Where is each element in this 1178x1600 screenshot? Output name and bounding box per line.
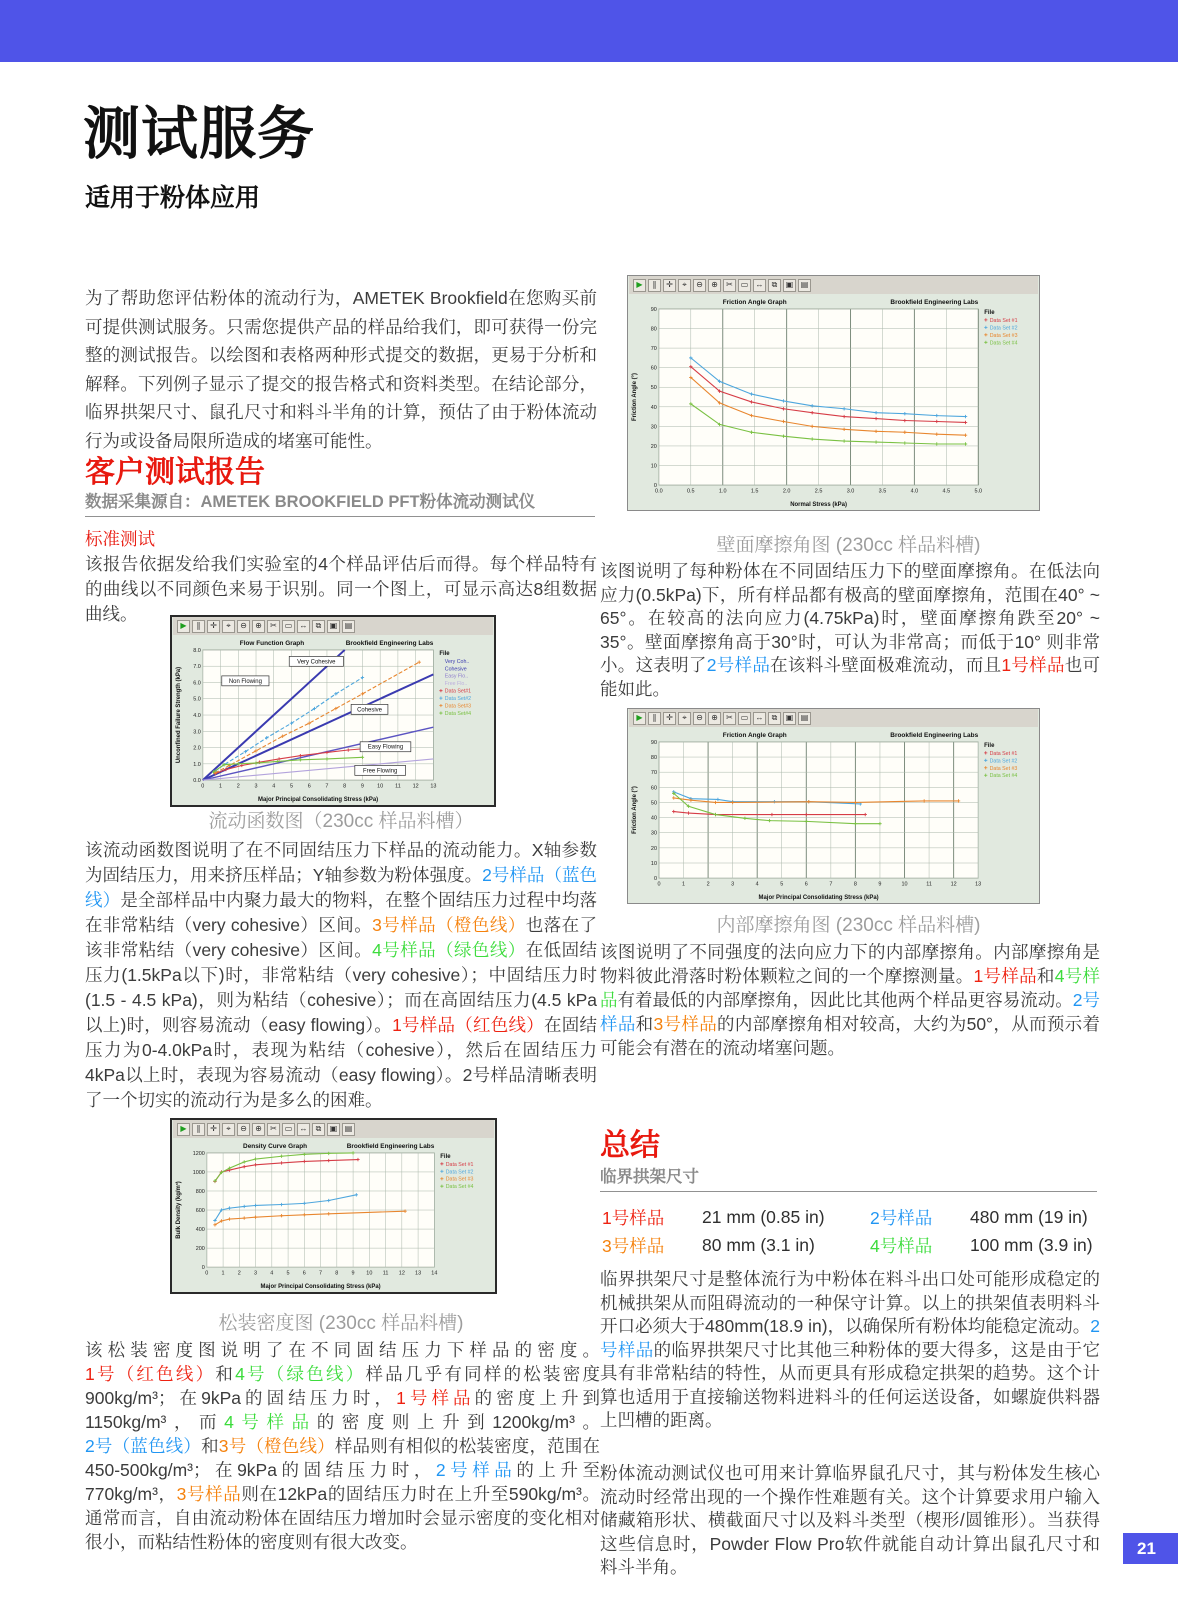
svg-text:0.0: 0.0 [193, 778, 201, 785]
svg-text:0.5: 0.5 [686, 488, 695, 495]
zoom-in-icon: ⊕ [708, 279, 721, 292]
summary-heading: 总结 [600, 1129, 660, 1162]
svg-text:File: File [439, 650, 450, 657]
save-icon: ▣ [783, 279, 796, 292]
svg-text:Data Set #3: Data Set #3 [445, 1176, 474, 1183]
sample-label: 2号样品 [870, 1207, 933, 1228]
svg-text:3: 3 [731, 881, 735, 888]
divider [600, 1191, 1097, 1192]
svg-text:40: 40 [650, 404, 657, 411]
flow-function-paragraph [85, 838, 597, 1113]
svg-text:Major Principal Consolidating: Major Principal Consolidating Stress (kPa) [258, 796, 379, 803]
svg-text:13: 13 [430, 783, 437, 790]
text-segment: 的内部摩擦角相对较高，大约为50°，从而预示着可能会有潜在的流动堵塞问题。 [600, 1014, 1101, 1058]
svg-text:14: 14 [431, 1270, 438, 1277]
text-segment: 在低固结压力(1.5kPa以下)时，非常粘结（very cohesive）；中固结压力时(1.5 - 4.5 kPa)，则为粘结（cohesive）；而在高固结压力(4.5 kPa以上)时，则容易流动（easy flowing）。 [85, 940, 598, 1035]
svg-text:400: 400 [195, 1227, 205, 1234]
svg-text:2.0: 2.0 [193, 745, 201, 752]
text-segment: 该图说明了每种粉体在不同固结压力下的壁面摩擦角。在低法向应力(0.5kPa)下，所有样品都有极高的壁面摩擦角，范围在40° ~ 65°。在较高的法向应力(4.75kPa)时，壁面摩擦角跌至20° ~ 35°。壁面摩擦角高于30°时，可认为非常高；而低于10° 则非常小。这表明了 [600, 561, 1100, 675]
summary-subheading: 临界拱架尺寸 [600, 1168, 699, 1186]
page-number: 21 [1137, 1538, 1156, 1558]
svg-text:7: 7 [325, 783, 329, 790]
svg-text:Data Set#1: Data Set#1 [444, 688, 472, 695]
svg-text:3: 3 [254, 1270, 258, 1277]
copy-icon: ⧉ [768, 712, 781, 725]
pan-icon: ↔ [753, 712, 766, 725]
svg-text:8: 8 [335, 1270, 339, 1277]
svg-text:70: 70 [650, 770, 658, 777]
svg-text:4: 4 [272, 783, 276, 790]
svg-text:Data Set #2: Data Set #2 [989, 325, 1018, 332]
crosshair-icon: ✛ [207, 620, 220, 633]
svg-text:3: 3 [254, 783, 258, 790]
text-segment: 样品几乎有同样的松装密度900kg/m³；在9kPa的固结压力时， [85, 1364, 601, 1408]
text-segment: 4号样品（绿色线） [372, 940, 526, 960]
svg-text:Data Set #3: Data Set #3 [989, 332, 1018, 339]
svg-text:1.5: 1.5 [750, 488, 759, 495]
text-segment: 4号样品 [224, 1412, 317, 1432]
svg-text:60: 60 [650, 365, 657, 372]
svg-text:File: File [984, 742, 995, 749]
sample-value: 21 mm (0.85 in) [702, 1206, 825, 1227]
zoom-out-icon: ⊖ [237, 1123, 250, 1136]
svg-text:0: 0 [205, 1270, 209, 1277]
text-segment: 样品则有相似的松装密度，范围在450-500kg/m³；在9kPa的固结压力时， [85, 1436, 601, 1480]
svg-text:Data Set #1: Data Set #1 [989, 317, 1018, 324]
svg-text:0.0: 0.0 [655, 488, 663, 495]
svg-text:2: 2 [706, 881, 710, 888]
run-icon: ▶ [177, 620, 190, 633]
svg-text:8.0: 8.0 [193, 647, 201, 654]
svg-text:0: 0 [201, 783, 205, 790]
text-segment: 的临界拱架尺寸比其他三种粉体的要大得多，这是由于它具有非常粘结的特性，从而更具有形成稳定拱架的趋势。这个计算也适用于直接输送物料进料斗的任何运送设备，如螺旋供料器上凹槽的距离。 [600, 1339, 1101, 1430]
svg-text:5.0: 5.0 [974, 488, 983, 495]
svg-text:Free Flowing: Free Flowing [362, 768, 398, 775]
internal-friction-paragraph [600, 940, 1100, 1060]
cut-icon: ✂ [723, 712, 736, 725]
pan-icon: ↔ [297, 620, 310, 633]
text-segment: 临界拱架尺寸是整体流行为中粉体在料斗出口处可能形成稳定的机械拱架从而阻碍流动的一种保守计算。以上的拱架值表明料斗开口必须大于480mm(18.9 in)，以确保所有粉体均能稳定流动。 [600, 1269, 1100, 1336]
svg-text:File: File [984, 309, 995, 316]
wall-friction-paragraph [600, 560, 1100, 701]
wall-friction-caption: 壁面摩擦角图 (230cc 样品料槽) [716, 535, 981, 556]
print-icon: ▤ [342, 620, 355, 633]
svg-text:1: 1 [219, 783, 223, 790]
svg-text:Friction Angle Graph: Friction Angle Graph [722, 298, 787, 306]
select-region-icon: ▭ [738, 712, 751, 725]
svg-text:4.0: 4.0 [910, 488, 919, 495]
svg-text:Data Set#2: Data Set#2 [444, 696, 472, 703]
zoom-out-icon: ⊖ [237, 620, 250, 633]
text-segment: 1号（红色线） [85, 1364, 216, 1384]
svg-text:Data Set #4: Data Set #4 [445, 1184, 474, 1191]
table-row [602, 1231, 1099, 1259]
svg-text:10: 10 [377, 783, 384, 790]
tracking-icon: ⌖ [222, 1123, 235, 1136]
svg-text:3.0: 3.0 [193, 729, 201, 736]
text-segment: 1号样品（红色线） [392, 1015, 545, 1035]
density-chart-screenshot [170, 1118, 497, 1294]
save-icon: ▣ [783, 712, 796, 725]
svg-text:Data Set #3: Data Set #3 [989, 765, 1018, 772]
text-segment: 有着最低的内部摩擦角，因此比其他两个样品更容易流动。 [617, 990, 1073, 1010]
cut-icon: ✂ [267, 1123, 280, 1136]
chart-toolbar [173, 617, 493, 635]
pause-icon: ∥ [192, 620, 205, 633]
svg-text:10: 10 [650, 463, 657, 470]
svg-text:8: 8 [343, 783, 347, 790]
svg-text:6: 6 [804, 881, 808, 888]
header-accent-bar [0, 0, 1178, 62]
svg-text:12: 12 [398, 1270, 405, 1277]
svg-text:0: 0 [657, 881, 661, 888]
pause-icon: ∥ [648, 712, 661, 725]
svg-text:1.0: 1.0 [718, 488, 727, 495]
density-caption: 松装密度图 (230cc 样品料槽) [218, 1313, 464, 1334]
svg-text:6.0: 6.0 [193, 680, 201, 687]
svg-text:Normal Stress (kPa): Normal Stress (kPa) [790, 501, 847, 508]
sample-value: 100 mm (3.9 in) [970, 1234, 1093, 1255]
text-segment: 在固结压力为0-4.0kPa时，表现为粘结（cohesive），然后在固结压力4kPa以上时，表现为容易流动（easy flowing）。2号样品清晰表明了一个切实的流动行为是多么的困难。 [85, 1015, 598, 1110]
select-region-icon: ▭ [738, 279, 751, 292]
run-icon: ▶ [633, 712, 646, 725]
text-segment: 该图说明了不同强度的法向应力下的内部摩擦角。内部摩擦角是物料彼此滑落时粉体颗粒之间的一个摩擦测量。 [600, 942, 1100, 986]
zoom-in-icon: ⊕ [252, 620, 265, 633]
chart-toolbar [629, 276, 1038, 294]
svg-text:10: 10 [901, 881, 908, 888]
text-segment: 2号样品 [435, 1460, 517, 1480]
svg-text:13: 13 [975, 881, 982, 888]
text-segment: 3号样品 [653, 1014, 718, 1034]
text-segment: 也落在了该非常粘结（very cohesive）区间。 [85, 915, 598, 960]
svg-text:Major Principal Consolidating: Major Principal Consolidating Stress (kPa) [758, 895, 879, 902]
chart-toolbar [173, 1120, 494, 1138]
text-segment: 3号样品（橙色线） [372, 915, 526, 935]
text-segment: 2号（蓝色线） [85, 1436, 202, 1456]
svg-text:Brookfield Engineering Labs: Brookfield Engineering Labs [346, 1142, 435, 1150]
text-segment: 的密度上升到1150kg/m³，而 [85, 1388, 601, 1432]
wall-friction-chart-screenshot [627, 275, 1040, 511]
svg-text:Cohesive: Cohesive [357, 707, 382, 714]
svg-text:Data Set#4: Data Set#4 [444, 711, 472, 718]
select-region-icon: ▭ [282, 620, 295, 633]
page-number-badge [1123, 1533, 1178, 1564]
text-segment: 在该料斗壁面极难流动，而且 [770, 655, 1002, 675]
svg-text:80: 80 [650, 326, 657, 333]
svg-text:1000: 1000 [192, 1169, 205, 1176]
sample-label: 1号样品 [602, 1207, 665, 1228]
svg-text:Data Set #2: Data Set #2 [445, 1169, 474, 1176]
svg-text:0: 0 [201, 1265, 205, 1272]
internal-friction-chart-screenshot [627, 708, 1040, 904]
chart-toolbar [629, 709, 1038, 727]
svg-text:3.5: 3.5 [878, 488, 887, 495]
text-segment: 也可能如此。 [600, 655, 1101, 699]
critical-arch-table [602, 1203, 1099, 1259]
svg-text:Easy Flo..: Easy Flo.. [444, 673, 469, 680]
svg-text:Flow Function Graph: Flow Function Graph [239, 639, 305, 647]
text-segment: 和 [1036, 966, 1055, 986]
svg-text:4.0: 4.0 [193, 713, 201, 720]
svg-text:200: 200 [195, 1246, 205, 1253]
text-segment: 2号样品 [706, 655, 771, 675]
zoom-out-icon: ⊖ [693, 279, 706, 292]
svg-text:30: 30 [650, 424, 657, 431]
svg-text:4: 4 [755, 881, 759, 888]
svg-text:Friction Angle (°): Friction Angle (°) [631, 373, 638, 421]
run-icon: ▶ [633, 279, 646, 292]
svg-text:10: 10 [366, 1270, 373, 1277]
svg-text:File: File [440, 1153, 451, 1160]
text-segment: 则在12kPa的固结压力时在上升至590kg/m³。通常而言，自由流动粉体在固结压力增加时会显示密度的变化相对很小，而粘结性粉体的密度则有很大改变。 [85, 1484, 600, 1552]
svg-text:Data Set #4: Data Set #4 [989, 773, 1018, 780]
svg-text:5: 5 [780, 881, 784, 888]
arch-paragraph [600, 1268, 1100, 1433]
tracking-icon: ⌖ [678, 712, 691, 725]
standard-test-label: 标准测试 [85, 529, 155, 549]
flow-function-chart-screenshot [170, 615, 496, 807]
svg-text:4.5: 4.5 [942, 488, 951, 495]
sample-label: 4号样品 [870, 1235, 933, 1256]
svg-text:1.0: 1.0 [193, 761, 201, 768]
flow-function-plot [173, 635, 493, 804]
text-segment: 3号（橙色线） [218, 1436, 335, 1456]
svg-text:6: 6 [307, 783, 311, 790]
svg-text:90: 90 [650, 306, 657, 313]
internal-friction-plot [629, 727, 1038, 902]
svg-text:Brookfield Engineering Labs: Brookfield Engineering Labs [345, 639, 434, 647]
copy-icon: ⧉ [768, 279, 781, 292]
svg-text:Friction Angle (°): Friction Angle (°) [632, 786, 639, 834]
page-title: 测试服务 [83, 102, 315, 166]
svg-text:20: 20 [650, 443, 657, 450]
text-segment: 3号样品 [176, 1484, 242, 1504]
print-icon: ▤ [798, 712, 811, 725]
pan-icon: ↔ [297, 1123, 310, 1136]
wall-friction-plot [629, 294, 1038, 509]
sample-value: 480 mm (19 in) [970, 1206, 1088, 1227]
standard-test-paragraph: 该报告依据发给我们实验室的4个样品评估后而得。每个样品特有的曲线以不同颜色来易于识别。同一个图上，可显示高达8组数据曲线。 [85, 554, 597, 624]
svg-text:80: 80 [650, 755, 658, 762]
svg-text:40: 40 [650, 815, 658, 822]
cut-icon: ✂ [723, 279, 736, 292]
svg-text:Bulk Density (kg/m³): Bulk Density (kg/m³) [176, 1181, 183, 1239]
svg-text:Cohesive: Cohesive [444, 666, 467, 673]
svg-text:Density Curve Graph: Density Curve Graph [243, 1142, 308, 1150]
svg-text:9: 9 [351, 1270, 355, 1277]
text-segment: 的上升至770kg/m³， [85, 1460, 601, 1504]
svg-text:Unconfined Failure Strength (k: Unconfined Failure Strength (kPa) [175, 666, 182, 764]
crosshair-icon: ✛ [663, 279, 676, 292]
svg-text:11: 11 [926, 881, 932, 888]
text-segment: 2号样品 [600, 990, 1101, 1034]
internal-friction-caption: 内部摩擦角图 (230cc 样品料槽) [716, 915, 981, 936]
svg-text:0: 0 [653, 483, 657, 490]
select-region-icon: ▭ [282, 1123, 295, 1136]
tracking-icon: ⌖ [678, 279, 691, 292]
svg-text:2.0: 2.0 [782, 488, 791, 495]
svg-text:5.0: 5.0 [193, 696, 201, 703]
text-segment: 4号样品 [600, 966, 1101, 1010]
svg-text:60: 60 [650, 785, 658, 792]
density-paragraph [85, 1338, 600, 1554]
table-row [602, 1203, 1099, 1231]
svg-text:Friction Angle Graph: Friction Angle Graph [722, 731, 787, 739]
svg-text:Brookfield Engineering Labs: Brookfield Engineering Labs [890, 298, 979, 306]
tracking-icon: ⌖ [222, 620, 235, 633]
svg-text:11: 11 [395, 783, 401, 790]
svg-text:1200: 1200 [192, 1150, 205, 1157]
svg-text:9: 9 [878, 881, 882, 888]
svg-text:Data Set #1: Data Set #1 [989, 750, 1018, 757]
zoom-in-icon: ⊕ [252, 1123, 265, 1136]
zoom-out-icon: ⊖ [693, 712, 706, 725]
svg-text:90: 90 [650, 739, 658, 746]
svg-text:Brookfield Engineering Labs: Brookfield Engineering Labs [890, 731, 979, 739]
svg-text:600: 600 [195, 1208, 205, 1215]
divider [85, 516, 595, 517]
text-segment: 4号（绿色线） [235, 1364, 366, 1384]
text-segment: 和 [215, 1364, 236, 1384]
svg-text:800: 800 [195, 1188, 205, 1195]
print-icon: ▤ [798, 279, 811, 292]
text-segment: 该流动函数图说明了在不同固结压力下样品的流动能力。X轴参数为固结压力，用来挤压样品；Y轴参数为粉体强度。 [85, 840, 597, 885]
svg-text:11: 11 [382, 1270, 389, 1277]
svg-text:Non Flowing: Non Flowing [228, 678, 262, 685]
text-segment: 1号样品 [396, 1388, 475, 1408]
svg-text:Major Principal Consolidating: Major Principal Consolidating Stress (kPa) [260, 1284, 381, 1291]
svg-text:30: 30 [650, 830, 658, 837]
svg-text:70: 70 [650, 346, 657, 353]
flow-function-caption: 流动函数图（230cc 样品料槽） [208, 811, 474, 832]
svg-text:10: 10 [650, 860, 658, 867]
svg-text:Data Set #2: Data Set #2 [989, 758, 1018, 765]
svg-text:1: 1 [221, 1270, 225, 1277]
svg-text:20: 20 [650, 845, 658, 852]
svg-text:6: 6 [302, 1270, 306, 1277]
crosshair-icon: ✛ [207, 1123, 220, 1136]
density-plot [173, 1138, 494, 1291]
svg-text:5: 5 [289, 783, 294, 790]
text-segment: 2号样品 [600, 1316, 1100, 1360]
rathole-paragraph: 粉体流动测试仪也可用来计算临界鼠孔尺寸，其与粉体发生核心流动时经常出现的一个操作性难题有关。这个计算要求用户输入储藏箱形状、横截面尺寸以及料斗类型（楔形/圆锥形）。当获得这些信息时，Powder Flow Pro软件就能自动计算出鼠孔尺寸和料斗半角。 [600, 1463, 1100, 1577]
svg-text:9: 9 [360, 783, 364, 790]
svg-text:12: 12 [950, 881, 957, 888]
svg-text:8: 8 [853, 881, 857, 888]
svg-text:Very Coh..: Very Coh.. [444, 658, 470, 665]
svg-text:7.0: 7.0 [193, 664, 201, 671]
print-icon: ▤ [342, 1123, 355, 1136]
save-icon: ▣ [327, 1123, 340, 1136]
svg-text:Free Flo..: Free Flo.. [444, 681, 468, 688]
text-segment: 是全部样品中内聚力最大的物料，在整个固结压力过程中均落在非常粘结（very cohesive）区间。 [85, 890, 598, 935]
svg-text:Very Cohesive: Very Cohesive [297, 659, 336, 666]
svg-text:Easy Flowing: Easy Flowing [367, 744, 404, 751]
text-segment: 和 [635, 1014, 654, 1034]
run-icon: ▶ [177, 1123, 190, 1136]
svg-text:1: 1 [682, 881, 686, 888]
copy-icon: ⧉ [312, 1123, 325, 1136]
pause-icon: ∥ [648, 279, 661, 292]
sample-value: 80 mm (3.1 in) [702, 1234, 815, 1255]
svg-text:5: 5 [286, 1270, 290, 1277]
cut-icon: ✂ [267, 620, 280, 633]
sample-label: 3号样品 [602, 1235, 665, 1256]
copy-icon: ⧉ [312, 620, 325, 633]
zoom-in-icon: ⊕ [708, 712, 721, 725]
svg-text:2: 2 [236, 783, 240, 790]
crosshair-icon: ✛ [663, 712, 676, 725]
svg-text:7: 7 [829, 881, 833, 888]
intro-paragraph: 为了帮助您评估粉体的流动行为，AMETEK Brookfield在您购买前可提供测试服务。只需您提供产品的样品给我们，即可获得一份完整的测试报告。以绘图和表格两种形式提交的数据，更易于分析和解释。下列例子显示了提交的报告格式和资料类型。在结论部分，临界拱架尺寸、鼠孔尺寸和料斗半角的计算，预估了由于粉体流动行为或设备局限所造成的堵塞可能性。 [85, 288, 597, 451]
svg-text:3.0: 3.0 [846, 488, 855, 495]
text-segment: 和 [201, 1436, 219, 1456]
svg-text:0: 0 [653, 876, 658, 883]
svg-text:7: 7 [319, 1270, 323, 1277]
text-segment: 1号样品 [973, 966, 1037, 986]
customer-report-heading: 客户测试报告 [85, 456, 265, 489]
svg-text:13: 13 [415, 1270, 422, 1277]
svg-text:2.5: 2.5 [814, 488, 823, 495]
svg-text:Data Set#3: Data Set#3 [444, 703, 472, 710]
svg-text:12: 12 [412, 783, 419, 790]
save-icon: ▣ [327, 620, 340, 633]
svg-text:Data Set #4: Data Set #4 [989, 340, 1018, 347]
page-subtitle: 适用于粉体应用 [85, 184, 261, 212]
text-segment: 该松装密度图说明了在不同固结压力下样品的密度。 [85, 1340, 600, 1360]
svg-text:50: 50 [650, 800, 658, 807]
pause-icon: ∥ [192, 1123, 205, 1136]
text-segment: 的密度则上升到1200kg/m³。 [316, 1412, 601, 1432]
svg-text:50: 50 [650, 385, 657, 392]
svg-text:4: 4 [270, 1270, 274, 1277]
text-segment: 2号样品（蓝色线） [85, 865, 598, 910]
text-segment: 1号样品 [1001, 655, 1065, 675]
pan-icon: ↔ [753, 279, 766, 292]
report-source-line: 数据采集源自：AMETEK BROOKFIELD PFT粉体流动测试仪 [85, 493, 536, 511]
svg-text:2: 2 [237, 1270, 241, 1277]
svg-text:Data Set #1: Data Set #1 [445, 1161, 474, 1168]
